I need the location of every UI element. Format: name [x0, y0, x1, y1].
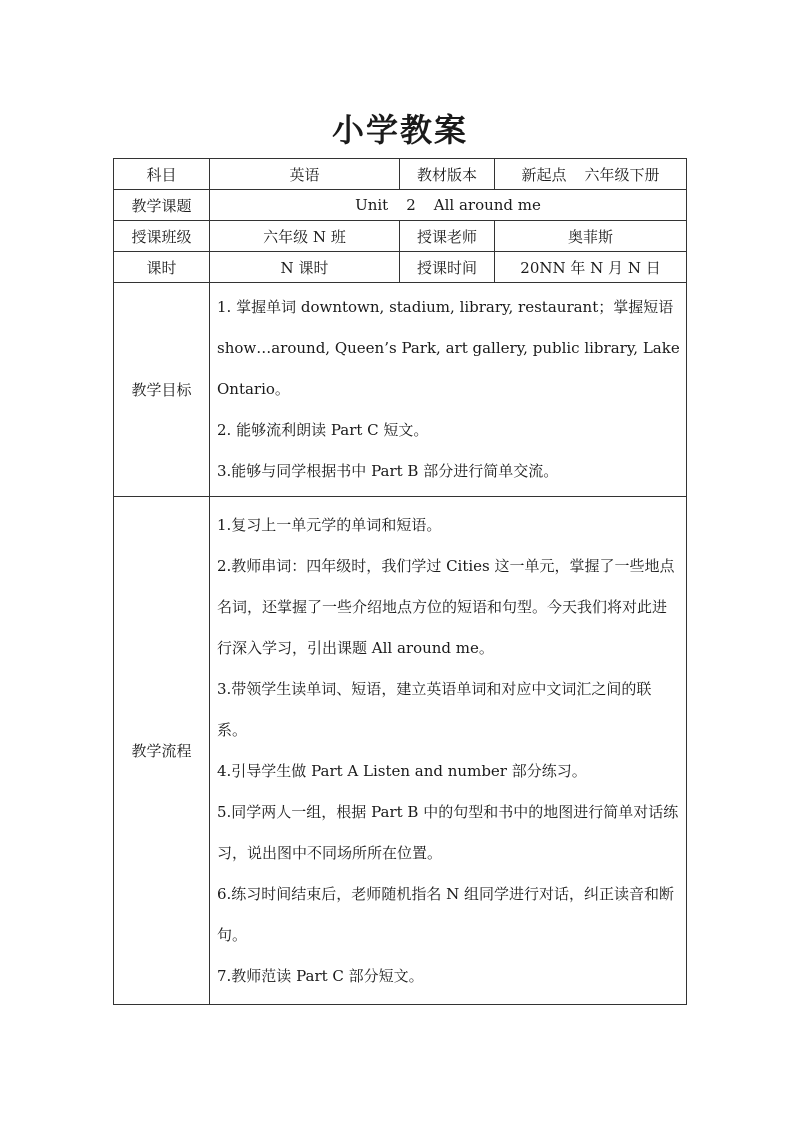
lesson-plan-table	[113, 158, 687, 1005]
subject-label: 科目	[114, 159, 210, 190]
teacher-label: 授课老师	[400, 221, 495, 252]
topic-title: All around me	[433, 196, 541, 214]
goal-item: 3.能够与同学根据书中 Part B 部分进行简单交流。	[217, 462, 559, 480]
goal-item: 1. 掌握单词 downtown, stadium, library, restaurant；掌握短语 show…around, Queen’s Park, art gallery, public library, Lake Ontario。	[217, 298, 680, 398]
process-content	[210, 497, 687, 1005]
goals-label: 教学目标	[114, 283, 210, 497]
goals-content	[210, 283, 687, 497]
topic-value	[210, 190, 687, 221]
period-value: N 课时	[210, 252, 400, 283]
process-item: 2.教师串词：四年级时，我们学过 Cities 这一单元，掌握了一些地点名词，还掌握了一些介绍地点方位的短语和句型。今天我们将对此进行深入学习，引出课题 All around me。	[217, 556, 675, 657]
subject-value: 英语	[210, 159, 400, 190]
table-row	[114, 190, 687, 221]
process-item: 3.带领学生读单词、短语，建立英语单词和对应中文词汇之间的联系。	[217, 679, 652, 739]
process-item: 4.引导学生做 Part A Listen and number 部分练习。	[217, 761, 587, 780]
period-label: 课时	[114, 252, 210, 283]
process-item: 7.教师范读 Part C 部分短文。	[217, 966, 424, 985]
process-item: 5.同学两人一组，根据 Part B 中的句型和书中的地图进行简单对话练习，说出图中不同场所所在位置。	[217, 802, 679, 862]
time-value: 20NN 年 N 月 N 日	[495, 252, 687, 283]
table-row	[114, 221, 687, 252]
table-row	[114, 159, 687, 190]
topic-number: 2	[406, 196, 416, 214]
process-item: 6.练习时间结束后，老师随机指名 N 组同学进行对话，纠正读音和断句。	[217, 884, 674, 944]
process-label: 教学流程	[114, 497, 210, 1005]
table-row	[114, 283, 687, 497]
time-label: 授课时间	[400, 252, 495, 283]
class-value: 六年级 N 班	[210, 221, 400, 252]
goal-item: 2. 能够流利朗读 Part C 短文。	[217, 421, 429, 439]
topic-unit: Unit	[355, 196, 389, 214]
table-row	[114, 497, 687, 1005]
topic-label: 教学课题	[114, 190, 210, 221]
teacher-value: 奥菲斯	[495, 221, 687, 252]
edition-grade: 六年级下册	[584, 165, 660, 184]
class-label: 授课班级	[114, 221, 210, 252]
process-item: 1.复习上一单元学的单词和短语。	[217, 515, 442, 534]
edition-label: 教材版本	[400, 159, 495, 190]
edition-publisher: 新起点	[521, 165, 567, 184]
edition-value	[495, 159, 687, 190]
table-row	[114, 252, 687, 283]
page-title: 小学教案	[331, 111, 468, 149]
